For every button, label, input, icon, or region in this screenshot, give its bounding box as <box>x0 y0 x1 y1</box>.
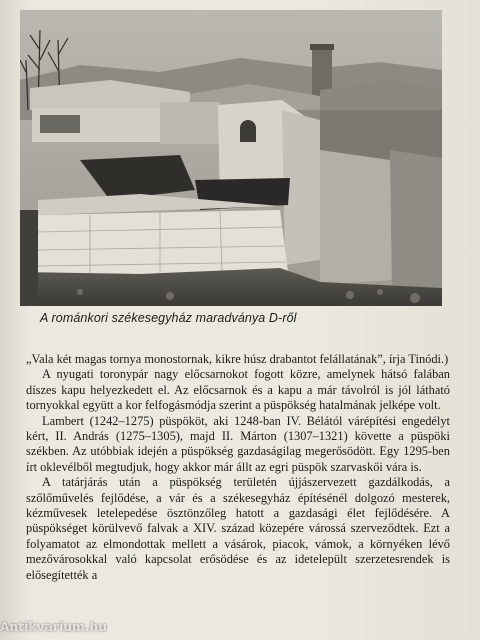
ruins-photograph <box>20 10 442 306</box>
paragraph-3: Lambert (1242–1275) püspököt, aki 1248-ban IV. Bélától várépítési engedélyt kért, II. András (1275–1305), majd II. Márton (1307–1321) követte a püspöki székben. Az utóbbiak idején a püspökség gazdaságilag megerősödött. Egy 1295-ben írt oklevélből megtudjuk, hogy akkor már állt az egri püspök szarvaskői vára is. <box>26 413 450 474</box>
paragraph-1: „Vala két magas tornya monostornak, kikre húsz drabantot felállatának”, írja Tinódi.) <box>26 352 449 366</box>
paragraph-4: A tatárjárás után a püspökség területén újjászervezett gazdálkodás, a szőlőművelés fejlődése, a vár és a székesegyház építésénél dolgozó mesterek, kézművesek letelepedése ösztönzőleg hatott a gazdasági élet fejlődésére. A püspökséget körülvevő falvak a XIV. század közepére várossá szerveződtek. Ezt a folyamatot az elmondottak mellett a vásárok, piacok, vámok, a környéken lévő mezővárosokkal való kapcsolat erősödése és az idetelepült szerzetesrendek is elősegítették a <box>26 475 450 582</box>
ruins-photo-drawing <box>20 10 442 306</box>
body-text <box>26 352 450 583</box>
photo-caption: A románkori székesegyház maradványa D-ről <box>40 311 297 325</box>
watermark: Antikvarium.hu <box>0 620 108 634</box>
paragraph-2: A nyugati toronypár nagy előcsarnokot fogott közre, amelynek hátsó falában díszes kapu helyezkedett el. Az előcsarnok és a kapu a már távolról is jól látható tornyokkal együtt a kor felfogásmódja szerint a püspökség hatalmának jelképe volt. <box>26 367 450 413</box>
